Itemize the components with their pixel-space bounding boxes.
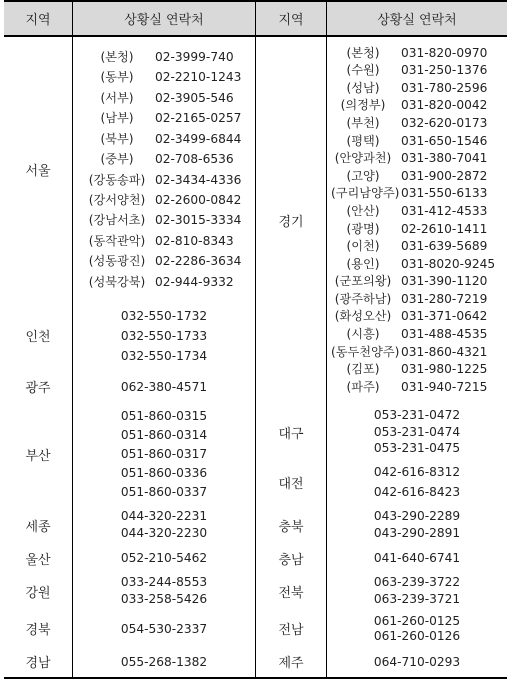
phone-entry [331, 256, 495, 274]
phone-entry [331, 80, 487, 98]
phone-entry [85, 190, 241, 210]
branch-name: (안산) [346, 203, 380, 218]
phone-number: 032-550-1732 [120, 308, 208, 323]
phone-number: 031-488-4535 [401, 327, 488, 342]
phone-cell [73, 404, 255, 505]
phone-number: 031-412-4533 [401, 203, 488, 218]
region-cell: 충남 [256, 545, 326, 571]
phone-cell [73, 545, 255, 571]
phone-number: 031-371-0642 [401, 309, 488, 324]
phone-number: 051-860-0336 [120, 466, 208, 480]
phone-cell [73, 505, 255, 545]
phone-entry [331, 97, 487, 115]
branch-name: (강남서초) [88, 213, 146, 228]
branch-name: (평택) [346, 133, 380, 148]
phone-cell [73, 646, 255, 677]
phone-number: 031-780-2596 [401, 80, 488, 95]
phone-entry [331, 326, 487, 344]
phone-entry [331, 238, 487, 256]
header-contact-right: 상황실 연락처 [327, 0, 507, 36]
phone-number: 053-231-0472 [373, 407, 461, 422]
phone-entry [85, 170, 241, 190]
phone-entry [85, 231, 234, 251]
phone-number: 042-616-8423 [373, 484, 461, 499]
phone-number: 031-390-1120 [401, 274, 488, 289]
phone-entry [331, 133, 487, 151]
region-cell: 충북 [256, 505, 326, 545]
phone-entry [331, 150, 487, 168]
phone-number: 02-2210-1243 [155, 70, 242, 85]
phone-number: 032-550-1734 [120, 348, 208, 363]
phone-number: 044-320-2230 [120, 526, 208, 540]
phone-number: 02-3434-4336 [155, 172, 242, 187]
branch-name: (서부) [100, 90, 134, 105]
phone-number: 061-260-0126 [373, 628, 461, 643]
region-cell: 전북 [256, 571, 326, 611]
phone-entry [331, 115, 487, 133]
branch-name: (김포) [346, 362, 380, 377]
branch-name: (광주하남) [334, 291, 392, 306]
phone-number: 053-231-0474 [373, 424, 461, 439]
phone-entry [331, 344, 487, 362]
phone-number: 051-860-0317 [120, 447, 208, 461]
phone-number: 031-280-7219 [401, 291, 488, 306]
region-cell: 대전 [256, 460, 326, 505]
phone-number: 02-2286-3634 [155, 254, 242, 269]
phone-cell [327, 505, 507, 545]
phone-cell [327, 571, 507, 611]
phone-entry [85, 88, 234, 108]
branch-name: (동작관악) [88, 233, 146, 248]
phone-cell [73, 37, 255, 302]
phone-number: 051-860-0315 [120, 409, 208, 423]
region-cell: 전남 [256, 611, 326, 646]
phone-number: 051-860-0337 [120, 485, 208, 499]
branch-name: (구리남양주) [331, 186, 400, 201]
phone-number: 043-290-2289 [373, 509, 461, 523]
phone-cell [73, 571, 255, 611]
branch-name: (고양) [346, 168, 380, 183]
phone-entry [85, 129, 241, 149]
phone-number: 02-810-8343 [155, 233, 234, 248]
branch-name: (중부) [100, 152, 134, 167]
phone-entry [331, 308, 487, 326]
region-cell: 대구 [256, 404, 326, 460]
phone-number: 031-900-2872 [401, 168, 488, 183]
region-cell: 광주 [4, 369, 72, 404]
branch-name: (안양과천) [334, 151, 392, 166]
column-divider [255, 0, 256, 679]
phone-number: 031-820-0970 [401, 45, 488, 60]
branch-name: (광명) [346, 221, 380, 236]
phone-entry [85, 149, 234, 169]
phone-number: 031-860-4321 [401, 344, 488, 359]
phone-cell [327, 646, 507, 677]
phone-number: 044-320-2231 [120, 509, 208, 523]
phone-entry [331, 45, 487, 63]
phone-entry [331, 273, 487, 291]
phone-number: 052-210-5462 [120, 551, 208, 565]
phone-number: 043-290-2891 [373, 526, 461, 540]
phone-number: 061-260-0125 [373, 614, 461, 628]
column-divider [72, 0, 73, 679]
phone-number: 032-550-1733 [120, 328, 208, 343]
phone-cell [73, 302, 255, 369]
phone-entry [331, 185, 487, 203]
phone-entry [85, 47, 234, 67]
phone-entry [85, 251, 241, 271]
phone-number: 02-708-6536 [155, 152, 234, 167]
phone-number: 02-2600-0842 [155, 192, 242, 207]
region-cell: 경남 [4, 646, 72, 677]
branch-name: (강동송파) [88, 172, 146, 187]
branch-name: (이천) [346, 239, 380, 254]
branch-name: (본청) [346, 45, 380, 60]
branch-name: (동부) [100, 70, 134, 85]
phone-number: 042-616-8312 [373, 465, 461, 479]
phone-cell [327, 460, 507, 505]
phone-number: 031-650-1546 [401, 133, 488, 148]
branch-name: (성남) [346, 80, 380, 95]
phone-entry [85, 67, 241, 87]
region-cell: 인천 [4, 302, 72, 369]
region-cell: 경기 [256, 37, 326, 404]
phone-number: 02-3499-6844 [155, 131, 242, 146]
region-cell: 제주 [256, 646, 326, 677]
phone-number: 033-258-5426 [120, 592, 208, 606]
phone-number: 02-3015-3334 [155, 213, 242, 228]
phone-number: 031-980-1225 [401, 362, 488, 377]
branch-name: (본청) [100, 50, 134, 65]
phone-number: 032-620-0173 [401, 115, 488, 130]
phone-number: 051-860-0314 [120, 428, 208, 442]
header-region-left: 지역 [4, 0, 72, 36]
branch-name: (파주) [346, 379, 380, 394]
branch-name: (북부) [100, 131, 134, 146]
phone-number: 02-2165-0257 [155, 111, 242, 126]
region-cell: 부산 [4, 404, 72, 505]
phone-number: 033-244-8553 [120, 575, 208, 589]
region-cell: 울산 [4, 545, 72, 571]
phone-number: 02-3999-740 [155, 50, 234, 65]
phone-number: 053-231-0475 [373, 441, 461, 456]
phone-entry [331, 221, 487, 239]
header-region-right: 지역 [256, 0, 326, 36]
branch-name: (강서양천) [88, 192, 146, 207]
phone-entry [331, 291, 487, 309]
phone-cell [327, 611, 507, 646]
phone-entry [331, 361, 487, 379]
branch-name: (군포의왕) [334, 274, 392, 289]
phone-number: 063-239-3722 [373, 575, 461, 589]
branch-name: (성동광진) [88, 254, 146, 269]
column-divider [326, 0, 327, 679]
phone-entry [85, 108, 241, 128]
phone-number: 031-550-6133 [401, 186, 488, 201]
phone-number: 031-380-7041 [401, 151, 488, 166]
phone-number: 02-2610-1411 [401, 221, 488, 236]
phone-number: 031-250-1376 [401, 63, 488, 78]
phone-entry [331, 168, 487, 186]
branch-name: (동두천양주) [331, 344, 400, 359]
phone-number: 031-8020-9245 [401, 256, 496, 271]
region-cell: 경북 [4, 611, 72, 646]
phone-number: 031-820-0042 [401, 98, 488, 113]
phone-number: 063-239-3721 [373, 592, 461, 606]
phone-cell [73, 611, 255, 646]
phone-entry [331, 62, 487, 80]
branch-name: (성북강북) [88, 274, 146, 289]
phone-entry [85, 272, 234, 292]
phone-number: 02-3905-546 [155, 90, 234, 105]
phone-entry [331, 379, 487, 397]
phone-number: 031-940-7215 [401, 379, 488, 394]
branch-name: (남부) [100, 111, 134, 126]
branch-name: (화성오산) [334, 309, 392, 324]
phone-cell [327, 545, 507, 571]
region-cell: 강원 [4, 571, 72, 611]
phone-number: 054-530-2337 [120, 621, 208, 636]
region-cell: 세종 [4, 505, 72, 545]
phone-entry [85, 210, 241, 230]
branch-name: (부천) [346, 115, 380, 130]
branch-name: (의정부) [340, 98, 386, 113]
phone-cell [327, 404, 507, 460]
phone-cell [327, 37, 507, 404]
phone-number: 062-380-4571 [120, 379, 208, 394]
branch-name: (시흥) [346, 327, 380, 342]
phone-number: 064-710-0293 [373, 654, 461, 669]
header-contact-left: 상황실 연락처 [73, 0, 255, 36]
phone-entry [331, 203, 487, 221]
phone-number: 055-268-1382 [120, 654, 208, 669]
region-cell: 서울 [4, 37, 72, 302]
phone-number: 041-640-6741 [373, 551, 461, 565]
branch-name: (수원) [346, 63, 380, 78]
phone-cell [73, 369, 255, 404]
phone-number: 02-944-9332 [155, 274, 234, 289]
branch-name: (용인) [346, 256, 380, 271]
phone-number: 031-639-5689 [401, 239, 488, 254]
